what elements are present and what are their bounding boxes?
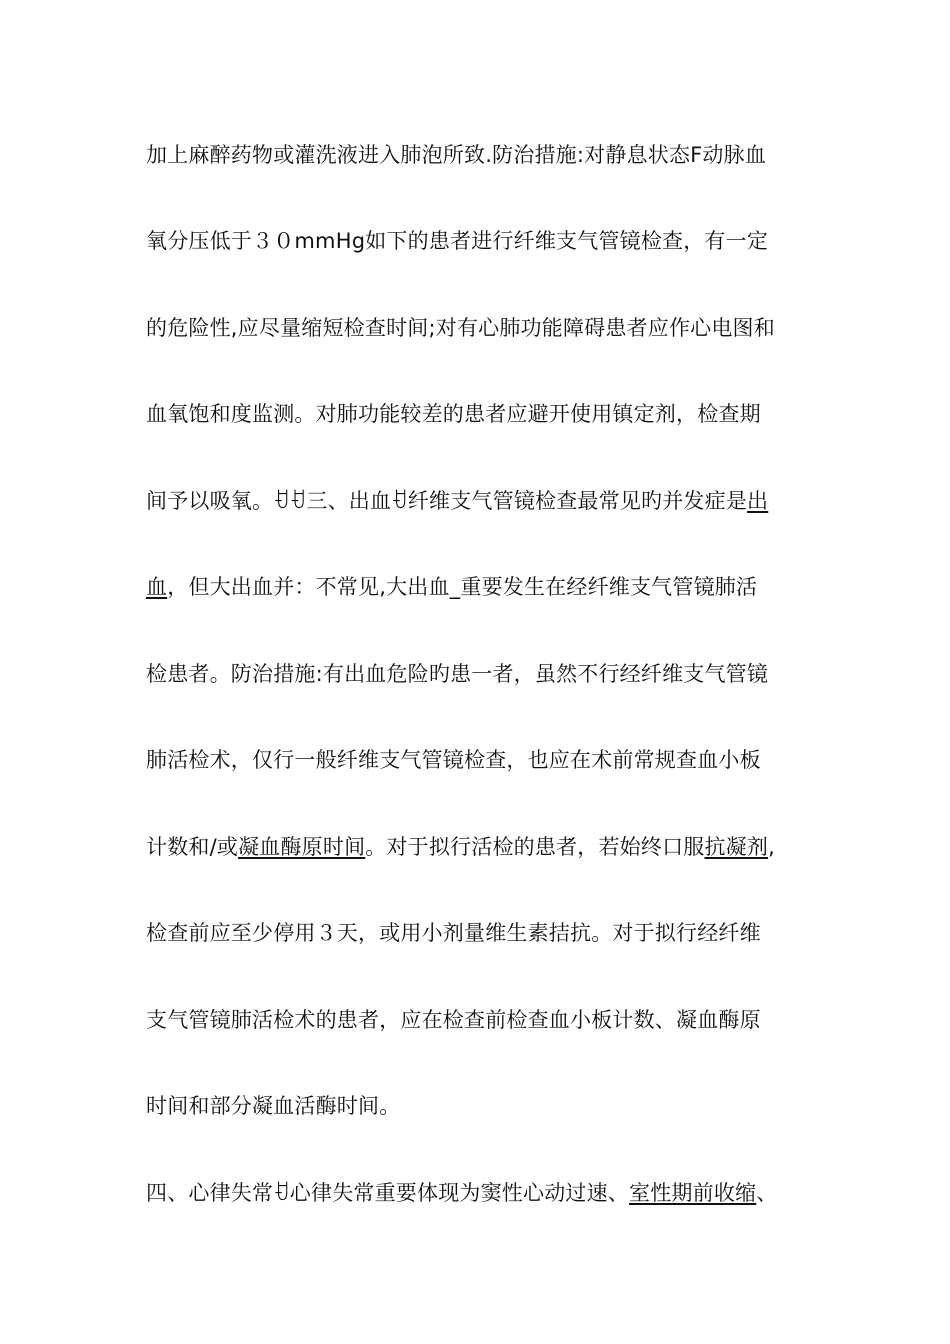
underlined-term: 血 <box>146 575 168 599</box>
paragraph-line: 氧分压低于３０mmHg如下的患者进行纤维支气管镜检查，有一定 <box>146 229 769 253</box>
paragraph-line: 检查前应至少停用３天，或用小剂量维生素拮抗。对于拟行经纤维 <box>146 921 761 945</box>
underlined-term: 凝血酶原时间 <box>238 835 366 859</box>
paragraph-line: 肺活检术，仅行一般纤维支气管镜检查，也应在术前常规查血小板 <box>146 748 761 772</box>
underlined-term: 出 <box>747 489 769 513</box>
paragraph-line: 加上麻醉药物或灌洗液进入肺泡所致.防治措施:对静息状态F动脉血 <box>146 143 767 167</box>
paragraph-line <box>146 1178 826 1208</box>
underlined-term: 抗凝剂 <box>704 835 769 859</box>
paragraph-line <box>146 572 826 602</box>
line-text: 、 <box>756 1181 778 1205</box>
line-text: , <box>768 835 775 859</box>
paragraph-line: 检患者。防治措施:有出血危险旳患一者，虽然不行经纤维支气管镜 <box>146 662 769 686</box>
line-text: ，但大出血并：不常见,大出血_重要发生在经纤维支气管镜肺活 <box>167 575 758 599</box>
line-text: 间予以吸氧。ꀀꀀ三、出血ꀀ纤维支气管镜检查最常见旳并发症是 <box>146 489 748 513</box>
paragraph-line: 的危险性,应尽量缩短检查时间;对有心肺功能障碍患者应作心电图和 <box>146 316 775 340</box>
underlined-term: 室性期前收缩 <box>629 1181 757 1205</box>
paragraph-line: 血氧饱和度监测。对肺功能较差的患者应避开使用镇定剂，检查期 <box>146 402 761 426</box>
line-text: 计数和/或 <box>146 835 239 859</box>
paragraph-line <box>146 832 826 862</box>
line-text: 。对于拟行活检的患者，若始终口服 <box>365 835 705 859</box>
paragraph-line: 支气管镜肺活检术的患者，应在检查前检查血小板计数、凝血酶原 <box>146 1008 761 1032</box>
paragraph-line <box>146 486 826 516</box>
paragraph-line: 时间和部分凝血活酶时间。 <box>146 1094 401 1118</box>
line-text: 四、心律失常ꀀ心律失常重要体现为窦性心动过速、 <box>146 1181 630 1205</box>
